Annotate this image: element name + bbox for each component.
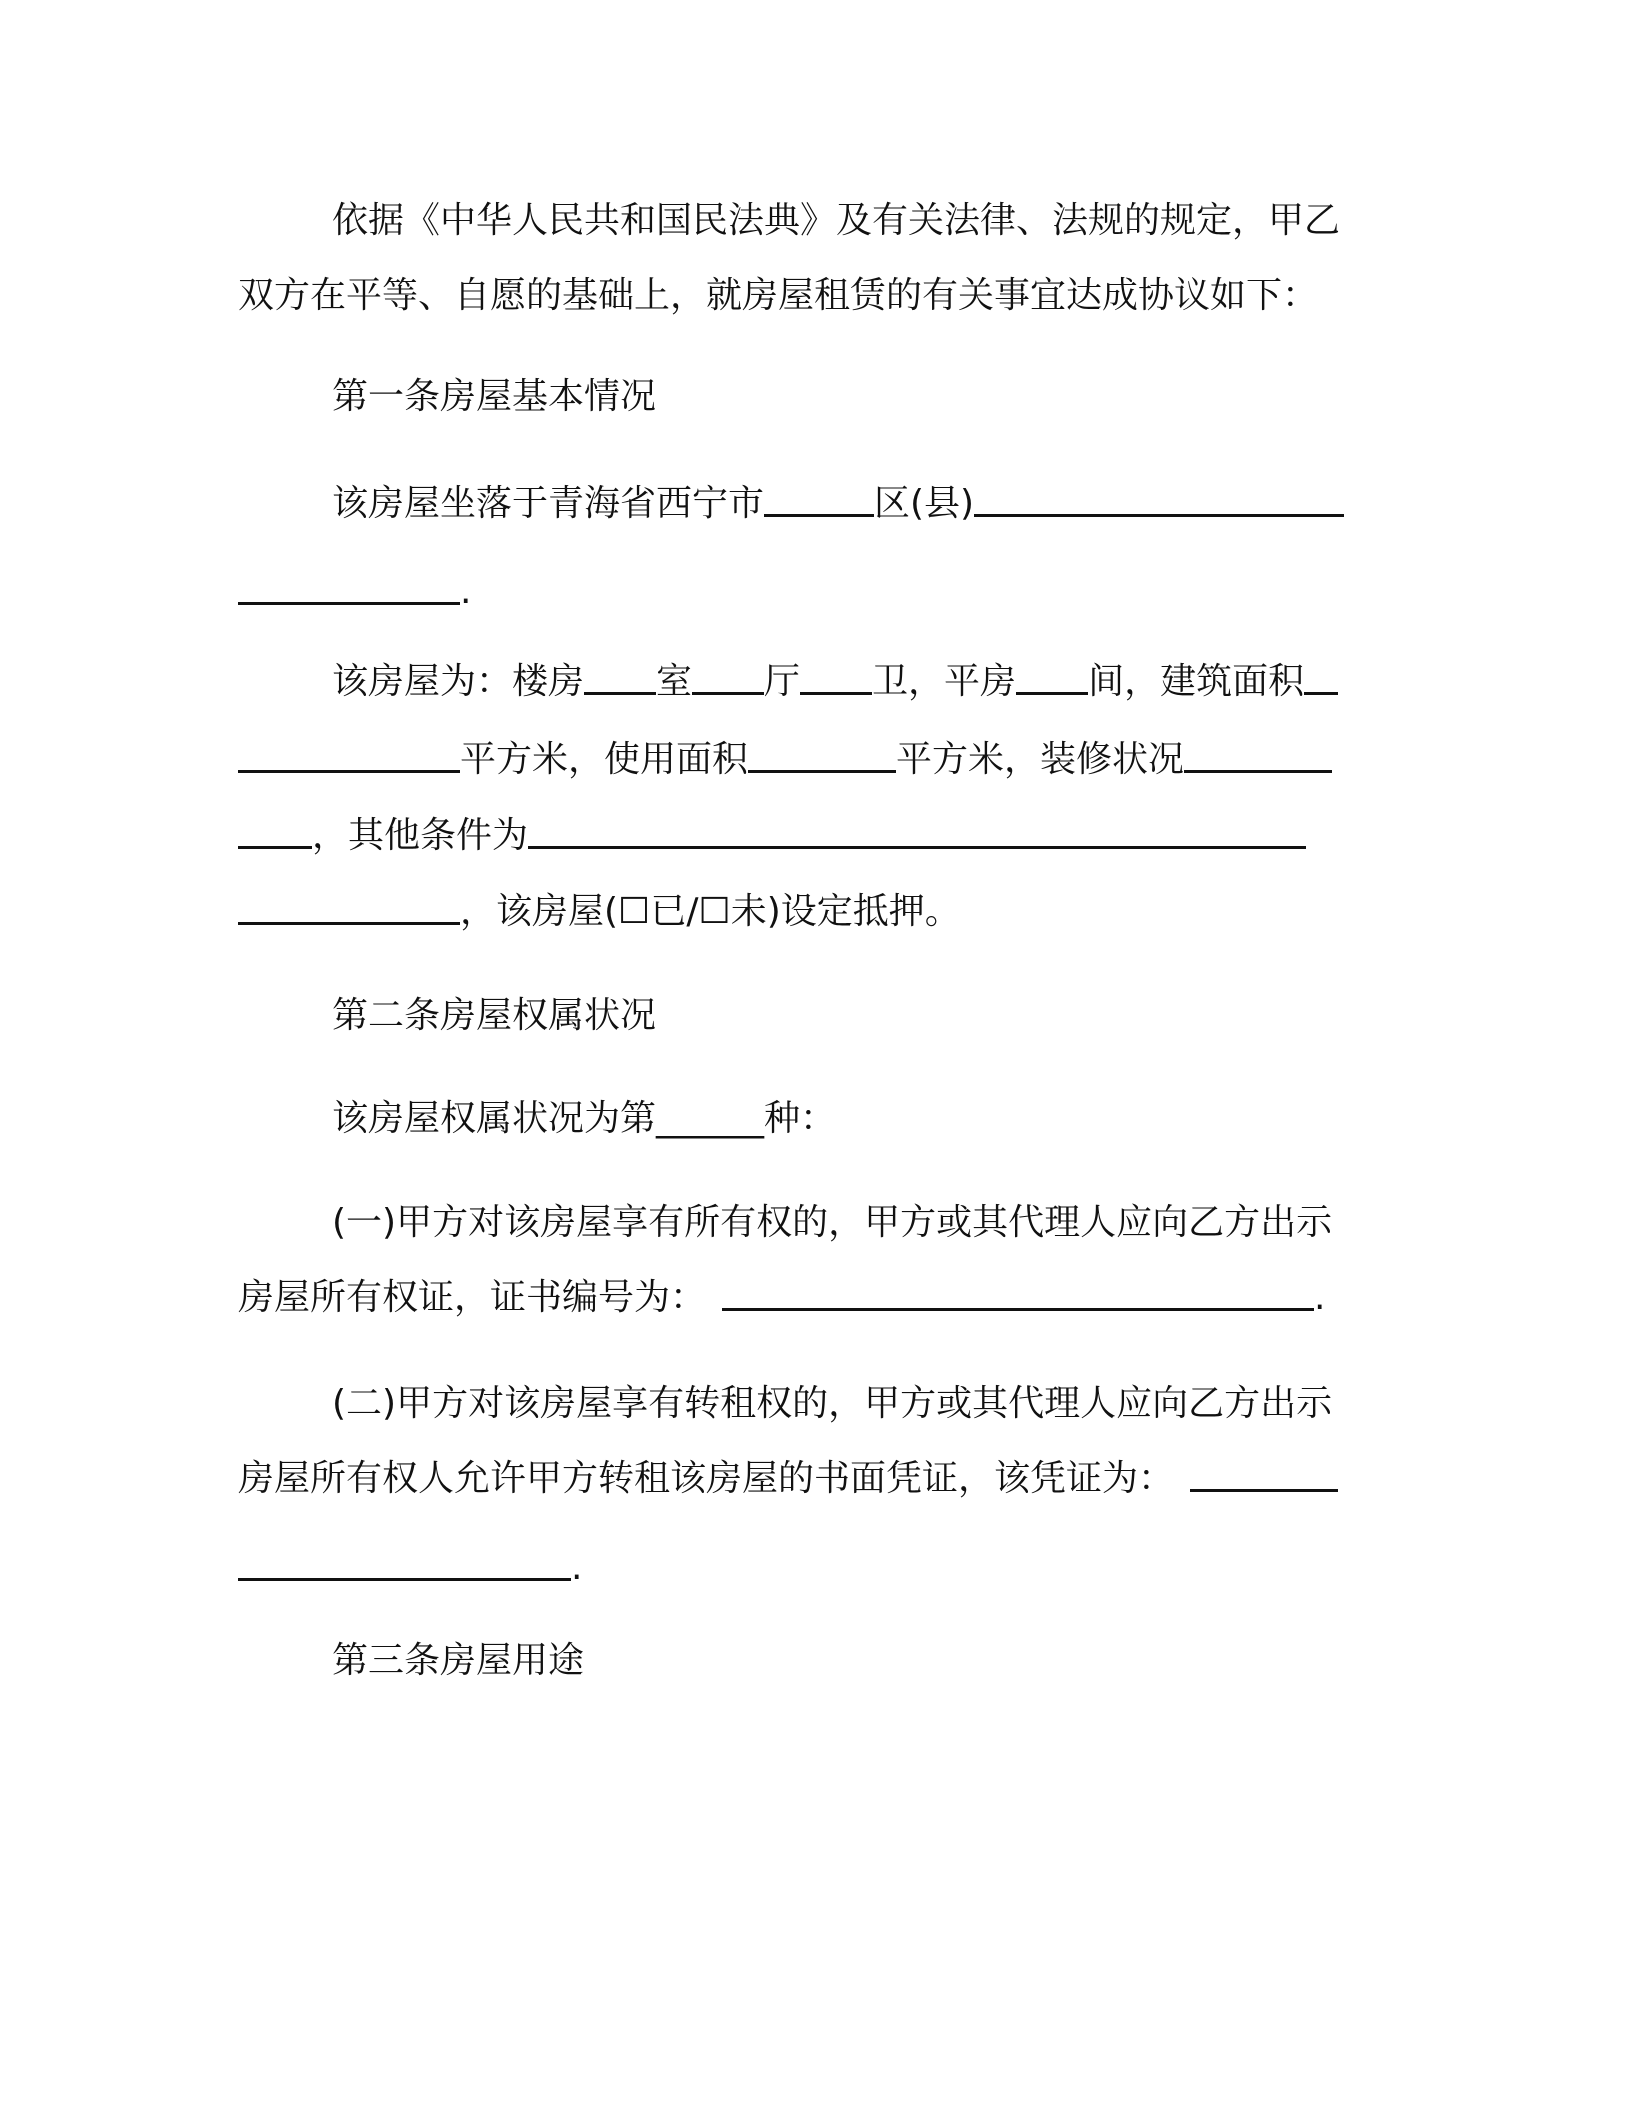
location-line — [332, 480, 1344, 528]
hall-count-blank[interactable] — [692, 692, 764, 695]
preamble-line-1: 依据《中华人民共和国民法典》及有关法律、法规的规定，甲乙 — [332, 200, 1341, 241]
decoration-blank[interactable] — [1184, 770, 1332, 773]
hall-label: 厅 — [764, 661, 801, 702]
location-end: . — [460, 571, 472, 612]
article-2-heading: 第二条房屋权属状况 — [332, 995, 657, 1036]
other-conditions-blank-continued[interactable] — [238, 922, 460, 925]
address-blank[interactable] — [974, 514, 1344, 517]
room-label: 室 — [656, 661, 693, 702]
unit-label: 间，建筑面积 — [1088, 661, 1305, 702]
layout-label: 该房屋为：楼房 — [332, 661, 585, 702]
decoration-label: 平方米，装修状况 — [896, 739, 1185, 780]
sublease-proof-label: 房屋所有权人允许甲方转租该房屋的书面凭证，该凭证为： — [238, 1458, 1175, 1499]
article-1-heading: 第一条房屋基本情况 — [332, 376, 657, 417]
preamble-line-2: 双方在平等、自愿的基础上，就房屋租赁的有关事宜达成协议如下： — [238, 275, 1319, 316]
item-1-end: . — [1314, 1277, 1326, 1318]
other-conditions-blank[interactable] — [528, 846, 1306, 849]
decoration-blank-continued[interactable] — [238, 846, 312, 849]
city-district-blank[interactable] — [764, 514, 874, 517]
other-conditions-line — [238, 812, 1306, 860]
building-area-blank-continued[interactable] — [238, 770, 460, 773]
room-count-blank[interactable] — [584, 692, 656, 695]
location-line-2 — [238, 568, 471, 616]
location-prefix: 该房屋坐落于青海省西宁市 — [332, 483, 765, 524]
use-area-blank[interactable] — [748, 770, 896, 773]
use-area-label: 平方米，使用面积 — [460, 739, 749, 780]
item-2-line-1: (二)甲方对该房屋享有转租权的，甲方或其代理人应向乙方出示 — [332, 1383, 1333, 1424]
single-storey-count-blank[interactable] — [1016, 692, 1088, 695]
district-label: 区(县) — [874, 483, 975, 524]
item-2-end: . — [571, 1547, 583, 1588]
bath-label: 卫，平房 — [872, 661, 1017, 702]
other-conditions-label: ，其他条件为 — [312, 815, 529, 856]
item-1-line-2 — [238, 1274, 1325, 1322]
item-1-line-1: (一)甲方对该房屋享有所有权的，甲方或其代理人应向乙方出示 — [332, 1202, 1333, 1243]
building-area-blank[interactable] — [1304, 692, 1338, 695]
bath-count-blank[interactable] — [800, 692, 872, 695]
certificate-number-blank[interactable] — [722, 1308, 1314, 1311]
item-2-line-2 — [238, 1455, 1338, 1503]
item-2-line-3 — [238, 1544, 582, 1592]
mortgage-text: ，该房屋(☐已/☐未)设定抵押。 — [460, 891, 961, 932]
address-blank-continued[interactable] — [238, 602, 460, 605]
sublease-proof-blank[interactable] — [1190, 1489, 1338, 1492]
mortgage-line — [238, 888, 961, 936]
layout-line — [332, 658, 1338, 706]
article-3-heading: 第三条房屋用途 — [332, 1640, 585, 1681]
ownership-status: 该房屋权属状况为第______种： — [332, 1098, 837, 1139]
area-line — [238, 736, 1332, 784]
certificate-label: 房屋所有权证，证书编号为： — [238, 1277, 707, 1318]
sublease-proof-blank-continued[interactable] — [238, 1578, 571, 1581]
